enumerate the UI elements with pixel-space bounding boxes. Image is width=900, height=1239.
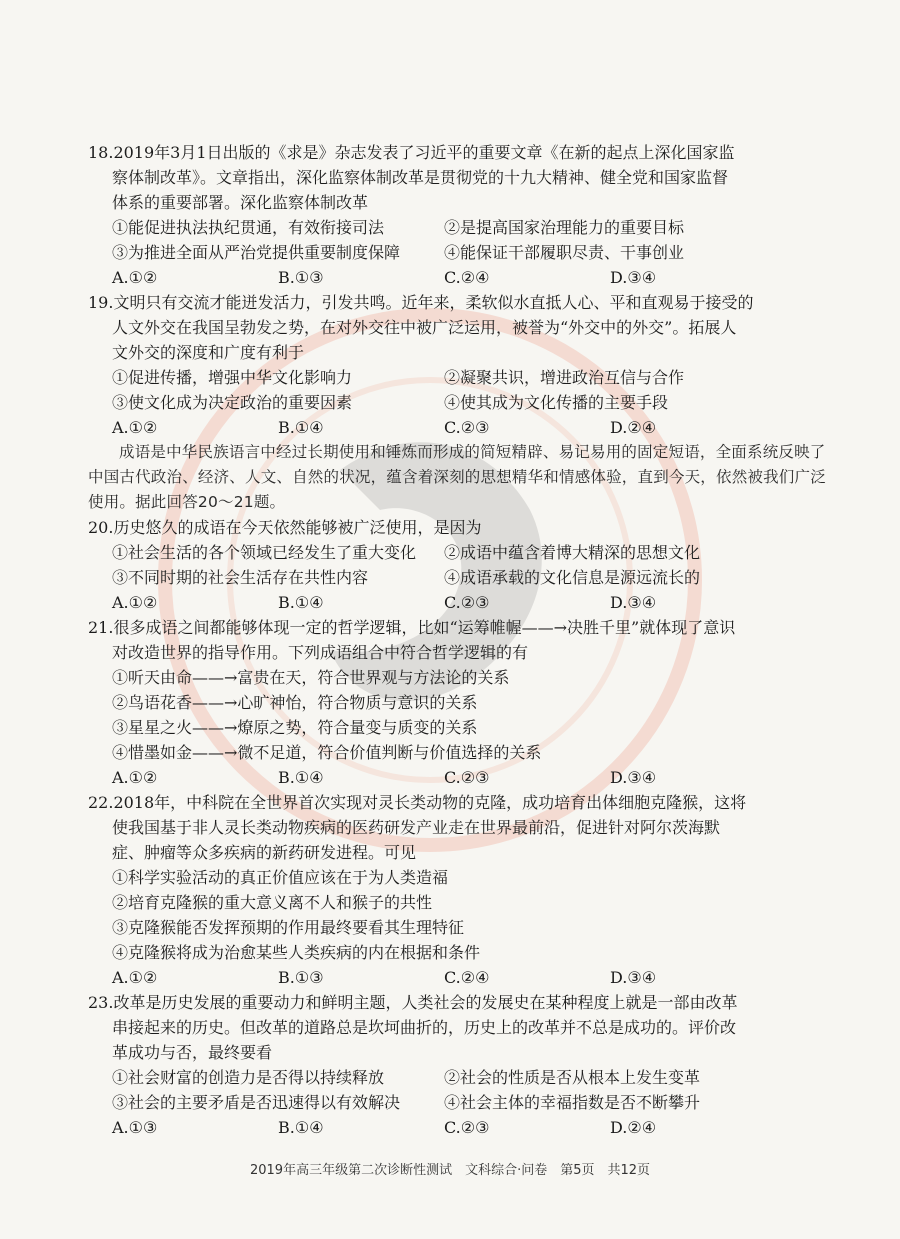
answer-choice: C.②③	[444, 768, 490, 787]
answer-choice: D.③④	[610, 968, 657, 987]
question-23	[88, 990, 828, 1140]
option-item: ③星星之火——→燎原之势，符合量变与质变的关系	[112, 718, 478, 737]
answer-choice: A.①③	[112, 1118, 158, 1137]
answer-choice: D.③④	[610, 768, 657, 787]
answer-choice: C.②③	[444, 418, 490, 437]
question-stem-line: 文外交的深度和广度有利于	[112, 343, 305, 362]
option-item: ②凝聚共识，增进政治互信与合作	[444, 368, 685, 387]
question-stem-line: 使我国基于非人灵长类动物疾病的医药研发产业走在世界最前沿，促进针对阿尔茨海默	[112, 818, 721, 837]
question-18	[88, 140, 828, 290]
answer-choice: C.②④	[444, 268, 490, 287]
question-stem-line: 察体制改革》。文章指出，深化监察体制改革是贯彻党的十九大精神、健全党和国家监督	[112, 168, 729, 187]
option-item: ④成语承载的文化信息是源远流长的	[444, 568, 701, 587]
option-item: ③社会的主要矛盾是否迅速得以有效解决	[112, 1093, 401, 1112]
option-item: ④使其成为文化传播的主要手段	[444, 393, 669, 412]
answer-choice: A.①②	[112, 968, 158, 987]
option-item: ④惜墨如金——→微不足道，符合价值判断与价值选择的关系	[112, 743, 542, 762]
option-item: ④能保证干部履职尽责、干事创业	[444, 243, 685, 262]
option-item: ①社会生活的各个领域已经发生了重大变化	[112, 543, 417, 562]
option-item: ③为推进全面从严治党提供重要制度保障	[112, 243, 401, 262]
option-item: ②是提高国家治理能力的重要目标	[444, 218, 685, 237]
option-item: ④社会主体的幸福指数是否不断攀升	[444, 1093, 701, 1112]
option-item: ②鸟语花香——→心旷神怡，符合物质与意识的关系	[112, 693, 478, 712]
answer-choice: B.①③	[278, 268, 324, 287]
question-stem-line: 对改造世界的指导作用。下列成语组合中符合哲学逻辑的有	[112, 643, 529, 662]
reading-passage: 成语是中华民族语言中经过长期使用和锤炼而形成的简短精辟、易记易用的固定短语，全面系统反映了中国古代政治、经济、人文、自然的状况，蕴含着深刻的思想精华和情感体验，直到今天，依然被我们广泛使用。据此回答20～21题。	[88, 443, 826, 511]
option-item: ②成语中蕴含着博大精深的思想文化	[444, 543, 701, 562]
answer-choice: A.①②	[112, 268, 158, 287]
option-item: ①听天由命——→富贵在天，符合世界观与方法论的关系	[112, 668, 510, 687]
answer-choice: B.①③	[278, 968, 324, 987]
question-stem: 18.2019年3月1日出版的《求是》杂志发表了习近平的重要文章《在新的起点上深化国家监	[88, 143, 735, 162]
option-item: ①社会财富的创造力是否得以持续释放	[112, 1068, 385, 1087]
question-stem: 21.很多成语之间都能够体现一定的哲学逻辑，比如“运筹帷幄——→决胜千里”就体现了意识	[88, 618, 736, 637]
question-stem: 19.文明只有交流才能迸发活力，引发共鸣。近年来，柔软似水直抵人心、平和直观易于接受的	[88, 293, 754, 312]
question-stem: 23.改革是历史发展的重要动力和鲜明主题，人类社会的发展史在某种程度上就是一部由改革	[88, 993, 738, 1012]
question-content	[88, 140, 828, 1140]
answer-choice: C.②③	[444, 1118, 490, 1137]
question-22	[88, 790, 828, 990]
option-item: ②社会的性质是否从根本上发生变革	[444, 1068, 701, 1087]
option-item: ③克隆猴能否发挥预期的作用最终要看其生理特征	[112, 918, 465, 937]
answer-choice: A.①②	[112, 593, 158, 612]
question-stem: 22.2018年，中科院在全世界首次实现对灵长类动物的克隆，成功培育出体细胞克隆猴，这将	[88, 793, 747, 812]
question-stem-line: 体系的重要部署。深化监察体制改革	[112, 193, 369, 212]
question-19	[88, 290, 828, 440]
answer-choice: B.①④	[278, 593, 324, 612]
option-item: ①促进传播，增强中华文化影响力	[112, 368, 353, 387]
question-stem: 20.历史悠久的成语在今天依然能够被广泛使用，是因为	[88, 518, 482, 537]
answer-choice: D.③④	[610, 593, 657, 612]
option-item: ①科学实验活动的真正价值应该在于为人类造福	[112, 868, 449, 887]
option-item: ④克隆猴将成为治愈某些人类疾病的内在根据和条件	[112, 943, 481, 962]
question-21	[88, 615, 828, 790]
answer-choice: D.②④	[610, 418, 657, 437]
answer-choice: B.①④	[278, 418, 324, 437]
option-item: ②培育克隆猴的重大意义离不人和猴子的共性	[112, 893, 433, 912]
option-item: ③不同时期的社会生活存在共性内容	[112, 568, 369, 587]
answer-choice: C.②③	[444, 593, 490, 612]
answer-choice: D.③④	[610, 268, 657, 287]
question-stem-line: 革成功与否，最终要看	[112, 1043, 273, 1062]
answer-choice: D.②④	[610, 1118, 657, 1137]
question-20	[88, 515, 828, 615]
question-stem-line: 串接起来的历史。但改革的道路总是坎坷曲折的，历史上的改革并不总是成功的。评价改	[112, 1018, 737, 1037]
question-stem-line: 人文外交在我国呈勃发之势，在对外交往中被广泛运用，被誉为“外交中的外交”。拓展人	[112, 318, 737, 337]
answer-choice: B.①④	[278, 768, 324, 787]
page-footer: 2019年高三年级第二次诊断性测试 文科综合·问卷 第5页 共12页	[249, 1163, 651, 1178]
question-stem-line: 症、肿瘤等众多疾病的新药研发进程。可见	[112, 843, 417, 862]
answer-choice: B.①④	[278, 1118, 324, 1137]
answer-choice: A.①②	[112, 768, 158, 787]
option-item: ③使文化成为决定政治的重要因素	[112, 393, 353, 412]
answer-choice: A.①②	[112, 418, 158, 437]
option-item: ①能促进执法执纪贯通，有效衔接司法	[112, 218, 385, 237]
answer-choice: C.②④	[444, 968, 490, 987]
